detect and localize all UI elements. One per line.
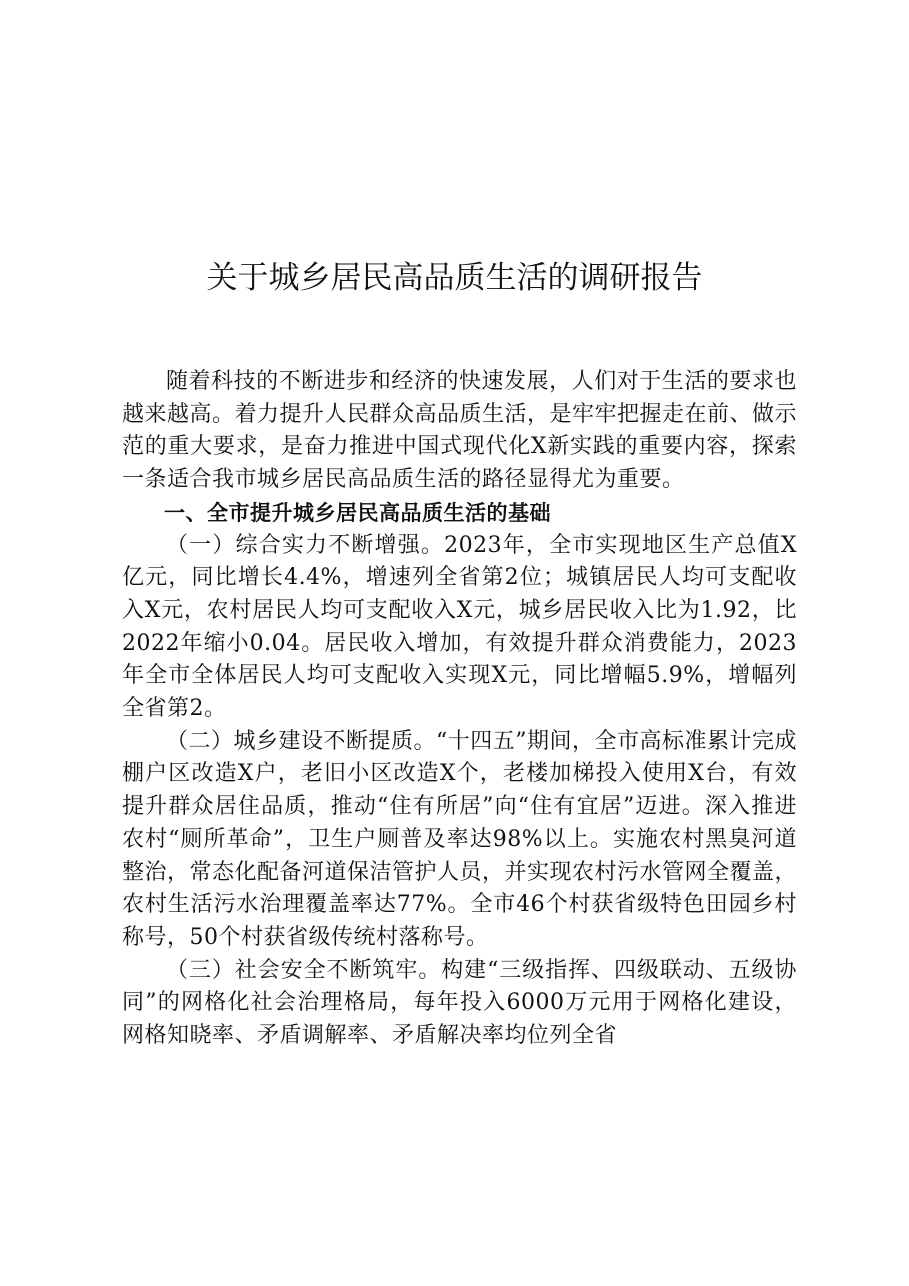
document-title: 关于城乡居民高品质生活的调研报告 [206, 260, 703, 296]
paragraph-text: 构建“三级指挥、四级联动、五级协同”的网格化社会治理格局，每年投入6000万元用于网格化建设，网格知晓率、矛盾调解率、矛盾解决率均位列全省 [122, 957, 797, 1049]
paragraph-text: “十四五”期间，全市高标准累计完成棚户区改造X户，老旧小区改造X个，老楼加梯投入使用X台，有效提升群众居住品质，推动“住有所居”向“住有宜居”迈进。深入推进农村“厕所革命”，卫生户厕普及率达98%以上。实施农村黑臭河道整治，常态化配备河道保洁管护人员，并实现农村污水管网全覆盖，农村生活污水治理覆盖率达77%。全市46个村获省级特色田园乡村称号，50个村获省级传统村落称号。 [122, 728, 798, 950]
paragraph-text: 2023年，全市实现地区生产总值X亿元，同比增长4.4%，增速列全省第2位；城镇居民人均可支配收入X元，农村居民人均可支配收入X元，城乡居民收入比为1.92，比2022年缩小0.04。居民收入增加，有效提升群众消费能力，2023年全市全体居民人均可支配收入实现X元，同比增幅5.9%，增幅列全省第2。 [122, 532, 797, 722]
paragraph-lead: （三）社会安全不断筑牢。 [166, 957, 442, 983]
paragraph-construction [122, 726, 797, 955]
document-body [122, 366, 797, 1053]
paragraph-economy [122, 530, 797, 726]
paragraph-safety [122, 955, 797, 1053]
paragraph-lead: （一）综合实力不断增强。 [166, 532, 445, 558]
intro-paragraph: 随着科技的不断进步和经济的快速发展，人们对于生活的要求也越来越高。着力提升人民群众高品质生活，是牢牢把握走在前、做示范的重大要求，是奋力推进中国式现代化X新实践的重要内容，探索一条适合我市城乡居民高品质生活的路径显得尤为重要。 [122, 369, 798, 493]
section-heading: 一、全市提升城乡居民高品质生活的基础 [164, 500, 551, 525]
paragraph-lead: （二）城乡建设不断提质。 [166, 728, 437, 754]
